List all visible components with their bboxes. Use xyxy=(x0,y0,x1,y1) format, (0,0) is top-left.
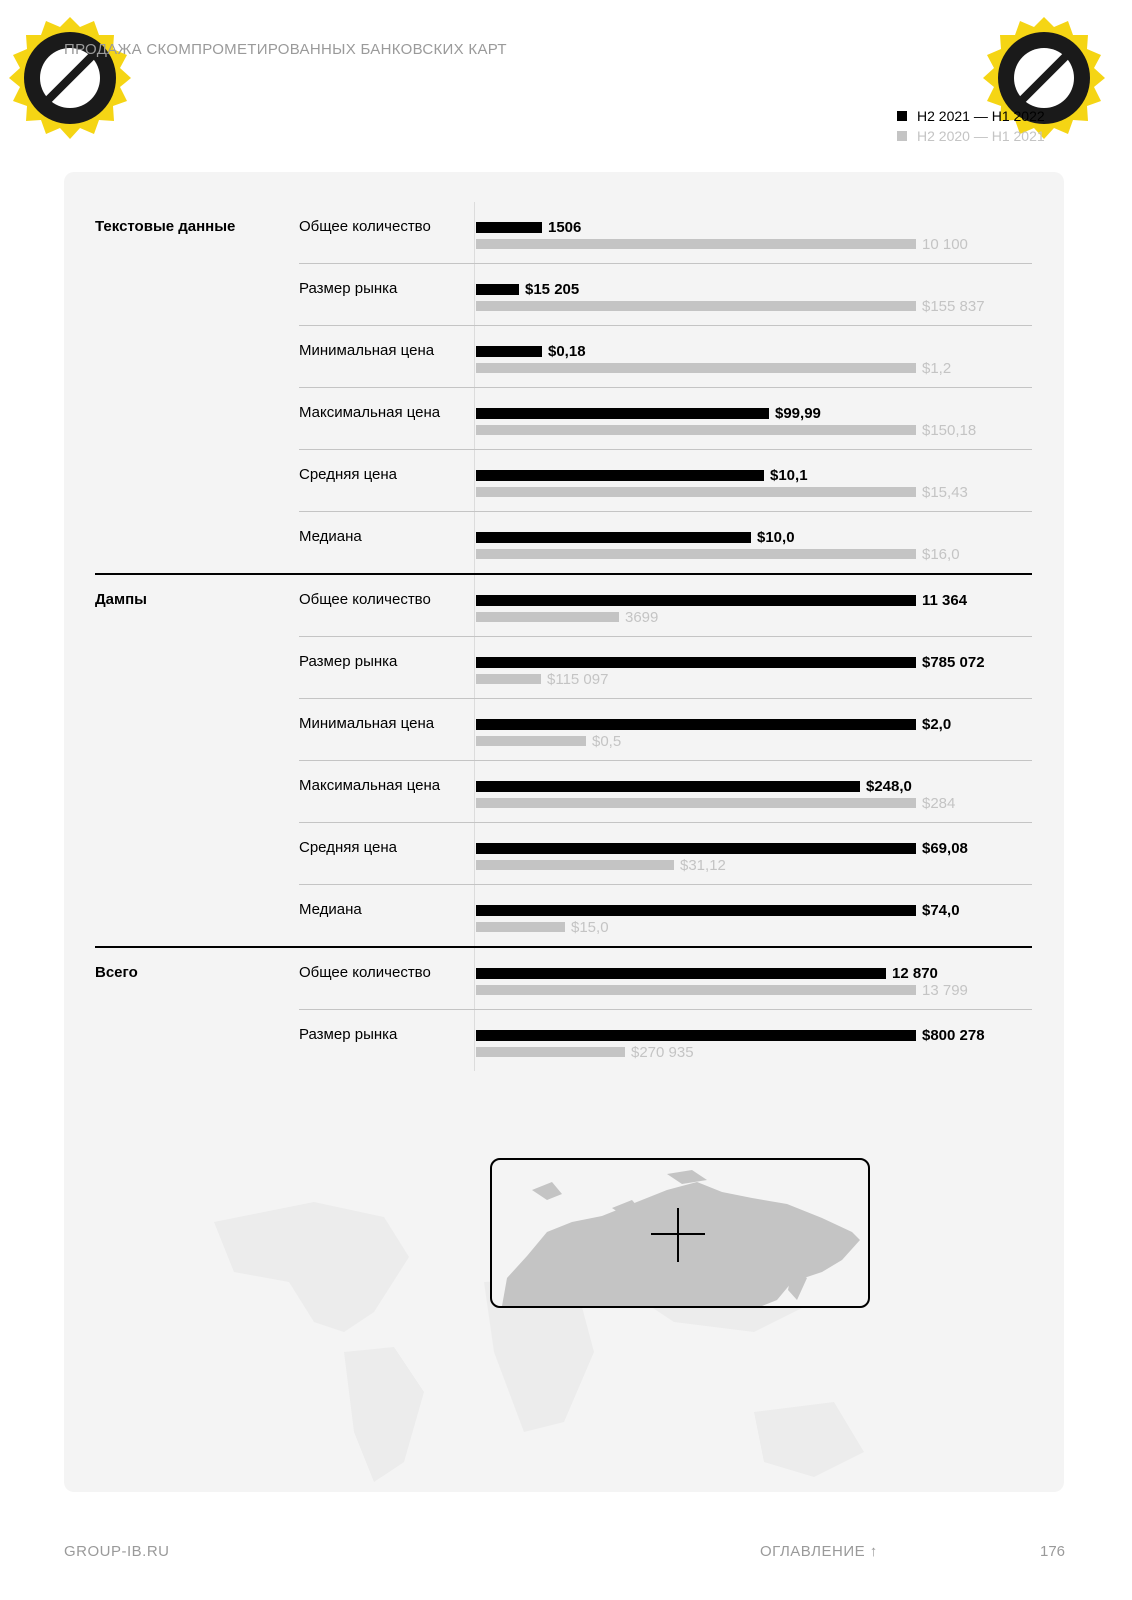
bar-pair xyxy=(476,530,1031,570)
bar-wrap-current xyxy=(476,282,579,296)
bar-previous xyxy=(476,363,916,373)
bar-current xyxy=(476,843,916,854)
bar-previous xyxy=(476,985,916,995)
bar-current xyxy=(476,968,886,979)
bar-value-previous: $150,18 xyxy=(922,421,977,439)
bar-previous xyxy=(476,612,619,622)
column-divider xyxy=(474,637,475,698)
bar-wrap-previous xyxy=(476,796,955,810)
legend-label-current: H2 2021 — H1 2022 xyxy=(917,108,1045,124)
bar-value-current: $74,0 xyxy=(922,901,960,919)
bar-value-current: $785 072 xyxy=(922,653,985,671)
bar-wrap-previous xyxy=(476,299,985,313)
column-divider xyxy=(474,1010,475,1071)
group-rows xyxy=(299,948,1032,1071)
pdf-xchange-stamp-left[interactable] xyxy=(0,8,140,148)
bar-previous xyxy=(476,736,586,746)
bar-value-current: $99,99 xyxy=(775,404,821,422)
row-category-label: Общее количество xyxy=(299,218,431,235)
chart-panel xyxy=(64,172,1064,1492)
bar-value-previous: $270 935 xyxy=(631,1043,694,1061)
bar-previous xyxy=(476,922,565,932)
row-category-label: Размер рынка xyxy=(299,653,398,670)
column-divider xyxy=(474,450,475,511)
bar-value-current: $0,18 xyxy=(548,342,586,360)
bar-pair xyxy=(476,220,1031,260)
bar-current xyxy=(476,532,751,543)
group-label: Всего xyxy=(95,964,138,981)
legend-swatch-current xyxy=(897,111,907,121)
bar-value-previous: $15,43 xyxy=(922,483,968,501)
bar-current xyxy=(476,595,916,606)
bar-wrap-previous xyxy=(476,672,608,686)
bar-previous xyxy=(476,239,916,249)
row-category-label: Медиана xyxy=(299,901,362,918)
column-divider xyxy=(474,202,475,263)
row-category-label: Средняя цена xyxy=(299,466,398,483)
group-total xyxy=(95,946,1032,1071)
bar-previous xyxy=(476,425,916,435)
bar-wrap-current xyxy=(476,1028,985,1042)
column-divider xyxy=(474,948,475,1009)
chart-row xyxy=(299,202,1032,263)
bar-wrap-previous xyxy=(476,547,960,561)
bar-pair xyxy=(476,593,1031,633)
column-divider xyxy=(474,699,475,760)
bar-wrap-current xyxy=(476,468,808,482)
bar-pair xyxy=(476,717,1031,757)
group-label: Текстовые данные xyxy=(95,218,236,235)
chart-row xyxy=(299,575,1032,636)
bar-previous xyxy=(476,487,916,497)
bar-value-previous: $115 097 xyxy=(547,670,609,688)
bar-wrap-previous xyxy=(476,983,968,997)
bar-value-current: $248,0 xyxy=(866,777,912,795)
row-category-label: Средняя цена xyxy=(299,839,398,856)
bar-previous xyxy=(476,549,916,559)
bar-current xyxy=(476,284,519,295)
column-divider xyxy=(474,388,475,449)
bar-value-previous: $16,0 xyxy=(922,545,960,563)
bar-wrap-previous xyxy=(476,237,968,251)
group-label: Дампы xyxy=(95,591,147,608)
bar-previous xyxy=(476,860,674,870)
bar-wrap-previous xyxy=(476,423,976,437)
chart-row xyxy=(299,325,1032,387)
row-category-label: Максимальная цена xyxy=(299,777,441,794)
bar-wrap-current xyxy=(476,655,985,669)
bar-current xyxy=(476,222,542,233)
bar-wrap-current xyxy=(476,903,960,917)
column-divider xyxy=(474,761,475,822)
bar-wrap-previous xyxy=(476,610,658,624)
legend-swatch-previous xyxy=(897,131,907,141)
row-category-label: Медиана xyxy=(299,528,362,545)
group-dumps xyxy=(95,573,1032,946)
bar-value-current: $69,08 xyxy=(922,839,968,857)
bar-value-current: 12 870 xyxy=(892,964,938,982)
bar-wrap-current xyxy=(476,220,581,234)
bar-value-previous: 3699 xyxy=(625,608,659,626)
bar-wrap-current xyxy=(476,779,912,793)
group-rows xyxy=(299,575,1032,946)
bar-value-current: 11 364 xyxy=(922,591,968,609)
chart-row xyxy=(299,760,1032,822)
bar-value-previous: $155 837 xyxy=(922,297,985,315)
chart-row xyxy=(299,822,1032,884)
row-category-label: Размер рынка xyxy=(299,1026,398,1043)
bar-pair xyxy=(476,966,1031,1006)
bar-wrap-previous xyxy=(476,485,968,499)
footer-site-link[interactable]: GROUP-IB.RU xyxy=(64,1543,170,1560)
bar-current xyxy=(476,905,916,916)
legend-item-previous xyxy=(897,126,1045,146)
bar-current xyxy=(476,408,769,419)
bar-wrap-previous xyxy=(476,920,609,934)
chart-row xyxy=(299,698,1032,760)
bar-wrap-current xyxy=(476,966,938,980)
group-rows xyxy=(299,202,1032,573)
bar-wrap-current xyxy=(476,406,821,420)
bar-wrap-current xyxy=(476,593,967,607)
bar-pair xyxy=(476,779,1031,819)
bar-current xyxy=(476,470,764,481)
column-divider xyxy=(474,885,475,946)
row-category-label: Минимальная цена xyxy=(299,342,435,359)
row-category-label: Общее количество xyxy=(299,591,431,608)
bar-value-current: 1506 xyxy=(548,218,582,236)
bar-wrap-current xyxy=(476,717,951,731)
bar-current xyxy=(476,1030,916,1041)
bar-value-previous: $15,0 xyxy=(571,918,609,936)
bar-value-current: $2,0 xyxy=(922,715,952,733)
bar-value-current: $15 205 xyxy=(525,280,580,298)
bar-value-previous: $0,5 xyxy=(592,732,622,750)
chart-row xyxy=(299,948,1032,1009)
column-divider xyxy=(474,264,475,325)
footer-page-number: 176 xyxy=(1040,1543,1066,1560)
bar-wrap-current xyxy=(476,530,795,544)
bar-pair xyxy=(476,655,1031,695)
bar-pair xyxy=(476,282,1031,322)
chart-legend xyxy=(897,106,1045,146)
bar-wrap-previous xyxy=(476,858,726,872)
bar-wrap-previous xyxy=(476,1045,694,1059)
bar-value-previous: 10 100 xyxy=(922,235,968,253)
row-category-label: Размер рынка xyxy=(299,280,398,297)
bar-pair xyxy=(476,903,1031,943)
bar-chart xyxy=(95,202,1032,1071)
bar-value-current: $10,0 xyxy=(757,528,795,546)
legend-item-current xyxy=(897,106,1045,126)
bar-value-previous: $284 xyxy=(922,794,956,812)
bar-previous xyxy=(476,1047,625,1057)
column-divider xyxy=(474,823,475,884)
bar-wrap-previous xyxy=(476,734,621,748)
bar-pair xyxy=(476,406,1031,446)
bar-previous xyxy=(476,798,916,808)
group-text-data xyxy=(95,202,1032,573)
bar-current xyxy=(476,781,860,792)
bar-value-current: $800 278 xyxy=(922,1026,985,1044)
column-divider xyxy=(474,326,475,387)
footer-toc-link[interactable]: ОГЛАВЛЕНИЕ ↑ xyxy=(760,1543,878,1560)
russia-locator-map xyxy=(490,1158,870,1308)
bar-pair xyxy=(476,1028,1031,1068)
bar-previous xyxy=(476,674,541,684)
row-category-label: Максимальная цена xyxy=(299,404,441,421)
page-header-title: ПРОДАЖА СКОМПРОМЕТИРОВАННЫХ БАНКОВСКИХ КАРТ xyxy=(64,41,507,58)
legend-label-previous: H2 2020 — H1 2021 xyxy=(917,128,1045,144)
bar-wrap-current xyxy=(476,841,968,855)
chart-row xyxy=(299,387,1032,449)
chart-row xyxy=(299,636,1032,698)
bar-pair xyxy=(476,344,1031,384)
row-category-label: Общее количество xyxy=(299,964,431,981)
bar-value-current: $10,1 xyxy=(770,466,808,484)
bar-value-previous: $31,12 xyxy=(680,856,726,874)
column-divider xyxy=(474,512,475,573)
bar-current xyxy=(476,346,542,357)
bar-value-previous: $1,2 xyxy=(922,359,952,377)
column-divider xyxy=(474,575,475,636)
chart-row xyxy=(299,263,1032,325)
chart-row xyxy=(299,511,1032,573)
bar-wrap-current xyxy=(476,344,586,358)
bar-previous xyxy=(476,301,916,311)
bar-current xyxy=(476,719,916,730)
bar-wrap-previous xyxy=(476,361,951,375)
bar-pair xyxy=(476,841,1031,881)
chart-row xyxy=(299,449,1032,511)
bar-value-previous: 13 799 xyxy=(922,981,968,999)
row-category-label: Минимальная цена xyxy=(299,715,435,732)
bar-current xyxy=(476,657,916,668)
chart-row xyxy=(299,1009,1032,1071)
chart-row xyxy=(299,884,1032,946)
bar-pair xyxy=(476,468,1031,508)
